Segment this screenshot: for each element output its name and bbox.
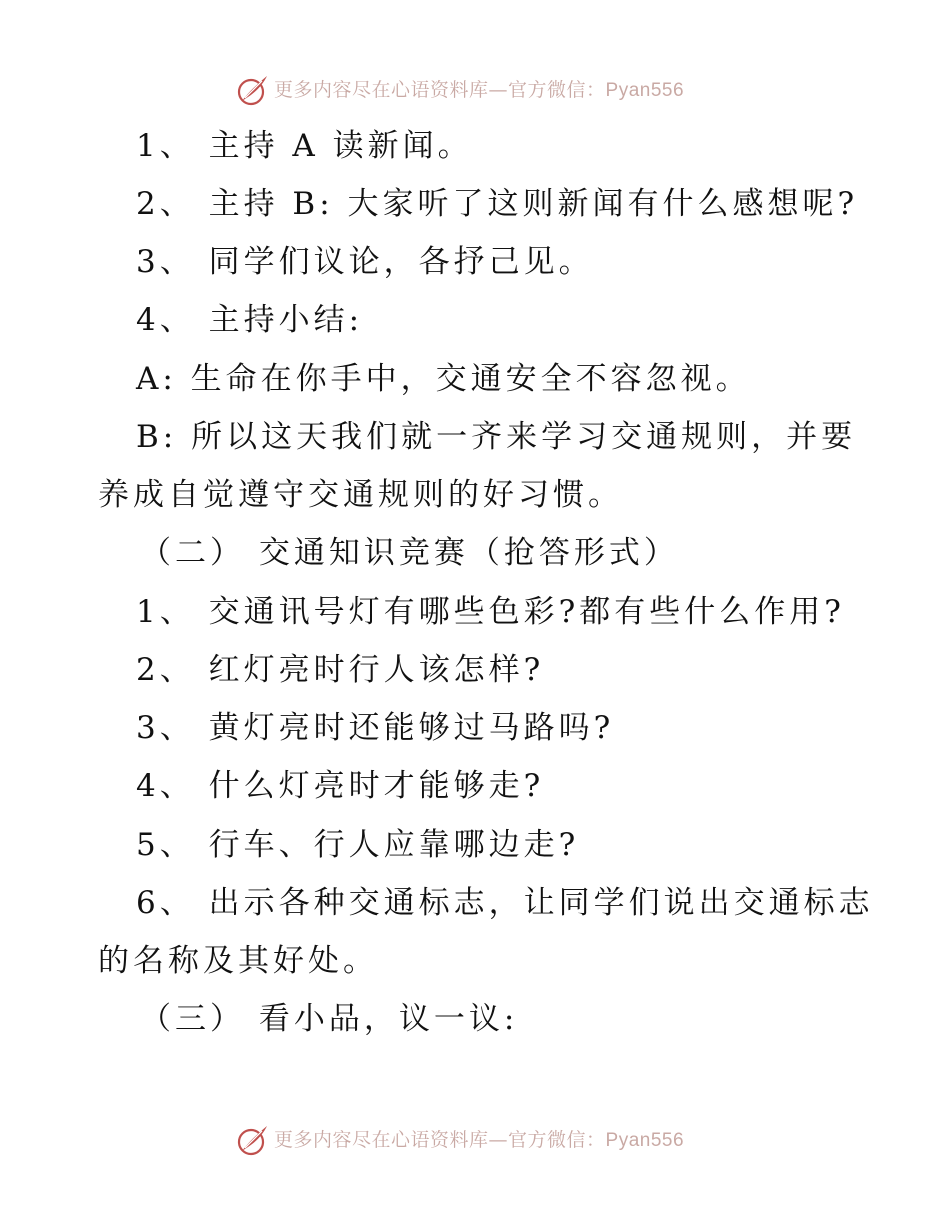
quill-logo-icon [236, 1123, 270, 1157]
doc-line-11: 3、 黄灯亮时还能够过马路吗? [136, 710, 615, 746]
footer-watermark [236, 1122, 684, 1158]
doc-line-7: 养成自觉遵守交通规则的好习惯。 [98, 477, 623, 513]
doc-line-13: 5、 行车、行人应靠哪边走? [136, 827, 580, 863]
watermark-wechat-label: 官方微信： [508, 78, 606, 101]
watermark-wechat-label: 官方微信： [508, 1128, 606, 1151]
watermark-text [274, 1128, 685, 1151]
section-heading-3: （三） 看小品，议一议: [140, 1001, 519, 1037]
doc-line-3: 3、 同学们议论，各抒己见。 [136, 244, 594, 280]
watermark-site-text: 更多内容尽在心语资料库 [274, 1128, 489, 1151]
doc-line-9: 1、 交通讯号灯有哪些色彩?都有些什么作用? [136, 594, 845, 630]
doc-line-1: 1、 主持 A 读新闻。 [136, 128, 473, 164]
watermark-wechat-id: Pyan556 [605, 79, 685, 101]
doc-line-14: 6、 出示各种交通标志，让同学们说出交通标志 [136, 885, 874, 921]
watermark-wechat-id: Pyan556 [605, 1129, 685, 1151]
watermark-separator: — [488, 1128, 509, 1151]
doc-line-2: 2、 主持 B: 大家听了这则新闻有什么感想呢? [136, 186, 859, 222]
doc-line-12: 4、 什么灯亮时才能够走? [136, 768, 545, 804]
watermark-site-text: 更多内容尽在心语资料库 [274, 78, 489, 101]
quill-logo-icon [236, 73, 270, 107]
doc-line-5: A: 生命在你手中，交通安全不容忽视。 [136, 361, 751, 397]
section-heading-2: （二） 交通知识竞赛（抢答形式） [140, 535, 679, 571]
header-watermark [236, 72, 684, 108]
doc-line-10: 2、 红灯亮时行人该怎样? [136, 652, 545, 688]
watermark-separator: — [488, 78, 509, 101]
doc-line-4: 4、 主持小结: [136, 302, 364, 338]
doc-line-6: B: 所以这天我们就一齐来学习交通规则，并要 [136, 419, 857, 455]
doc-line-15: 的名称及其好处。 [98, 943, 378, 979]
watermark-text [274, 78, 685, 101]
